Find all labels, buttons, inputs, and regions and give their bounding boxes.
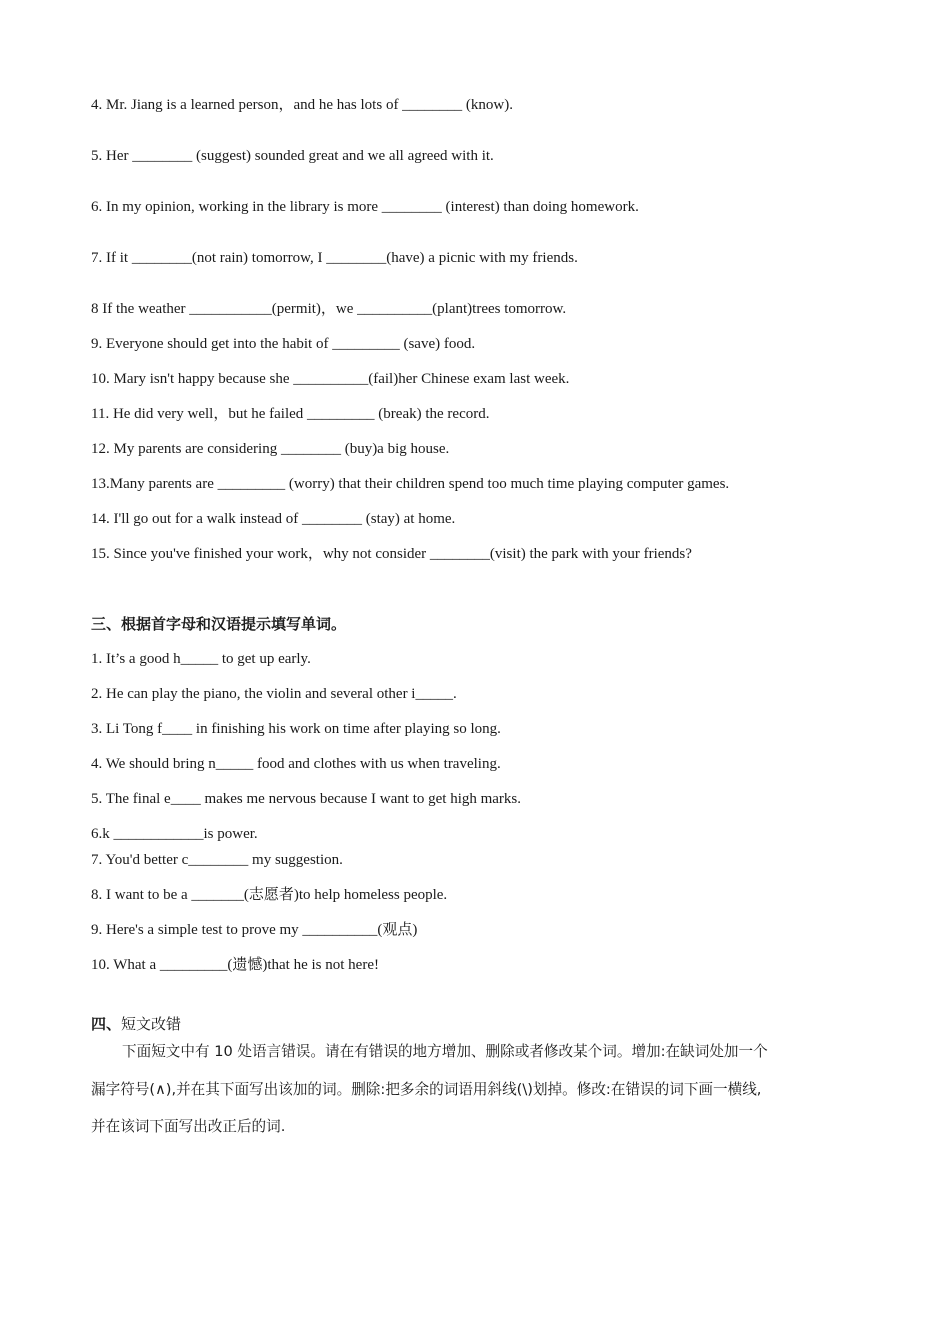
word-item: 10. What a _________(遗憾)that he is not here! bbox=[91, 957, 379, 973]
word-item: 3. Li Tong f____ in finishing his work on time after playing so long. bbox=[91, 721, 501, 737]
fill-in-item: 11. He did very well，but he failed _________ (break) the record. bbox=[91, 406, 490, 422]
fill-in-item: 10. Mary isn't happy because she __________(fail)her Chinese exam last week. bbox=[91, 371, 570, 387]
fill-in-item: 4. Mr. Jiang is a learned person，and he has lots of ________ (know). bbox=[91, 97, 514, 113]
word-item: 8. I want to be a _______(志愿者)to help homeless people. bbox=[91, 887, 448, 903]
word-item: 9. Here's a simple test to prove my __________(观点) bbox=[91, 922, 418, 938]
section-4-heading bbox=[91, 1014, 181, 1034]
instructions-line-3: 并在该词下面写出改正后的词. bbox=[91, 1118, 286, 1135]
section-4-title: 短文改错 bbox=[121, 1015, 182, 1033]
fill-in-item: 13.Many parents are _________ (worry) that their children spend too much time playing computer games. bbox=[91, 476, 730, 492]
section-4-number: 四、 bbox=[91, 1015, 122, 1033]
word-item: 7. You'd better c________ my suggestion. bbox=[91, 852, 343, 868]
fill-in-item: 8 If the weather ___________(permit)，we __________(plant)trees tomorrow. bbox=[91, 301, 567, 317]
word-item: 1. It’s a good h_____ to get up early. bbox=[91, 651, 311, 667]
fill-in-item: 5. Her ________ (suggest) sounded great and we all agreed with it. bbox=[91, 148, 494, 164]
instructions-line-1: 下面短文中有 10 处语言错误。请在有错误的地方增加、删除或者修改某个词。增加:在缺词处加一个 bbox=[122, 1043, 768, 1060]
word-item: 5. The final e____ makes me nervous because I want to get high marks. bbox=[91, 791, 522, 807]
fill-in-item: 9. Everyone should get into the habit of _________ (save) food. bbox=[91, 336, 476, 352]
section-3-heading: 三、根据首字母和汉语提示填写单词。 bbox=[91, 615, 347, 633]
fill-in-item: 15. Since you've finished your work，why not consider ________(visit) the park with your friends? bbox=[91, 546, 692, 562]
word-item: 6.k ____________is power. bbox=[91, 826, 258, 842]
word-item: 2. He can play the piano, the violin and several other i_____. bbox=[91, 686, 457, 702]
fill-in-item: 14. I'll go out for a walk instead of ________ (stay) at home. bbox=[91, 511, 456, 527]
word-item: 4. We should bring n_____ food and clothes with us when traveling. bbox=[91, 756, 501, 772]
fill-in-item: 12. My parents are considering ________ (buy)a big house. bbox=[91, 441, 450, 457]
fill-in-item: 6. In my opinion, working in the library is more ________ (interest) than doing homework. bbox=[91, 199, 639, 215]
instructions-line-2: 漏字符号(∧),并在其下面写出该加的词。删除:把多余的词语用斜线(\)划掉。修改:在错误的词下画一横线, bbox=[91, 1081, 762, 1098]
fill-in-item: 7. If it ________(not rain) tomorrow, I ________(have) a picnic with my friends. bbox=[91, 250, 578, 266]
